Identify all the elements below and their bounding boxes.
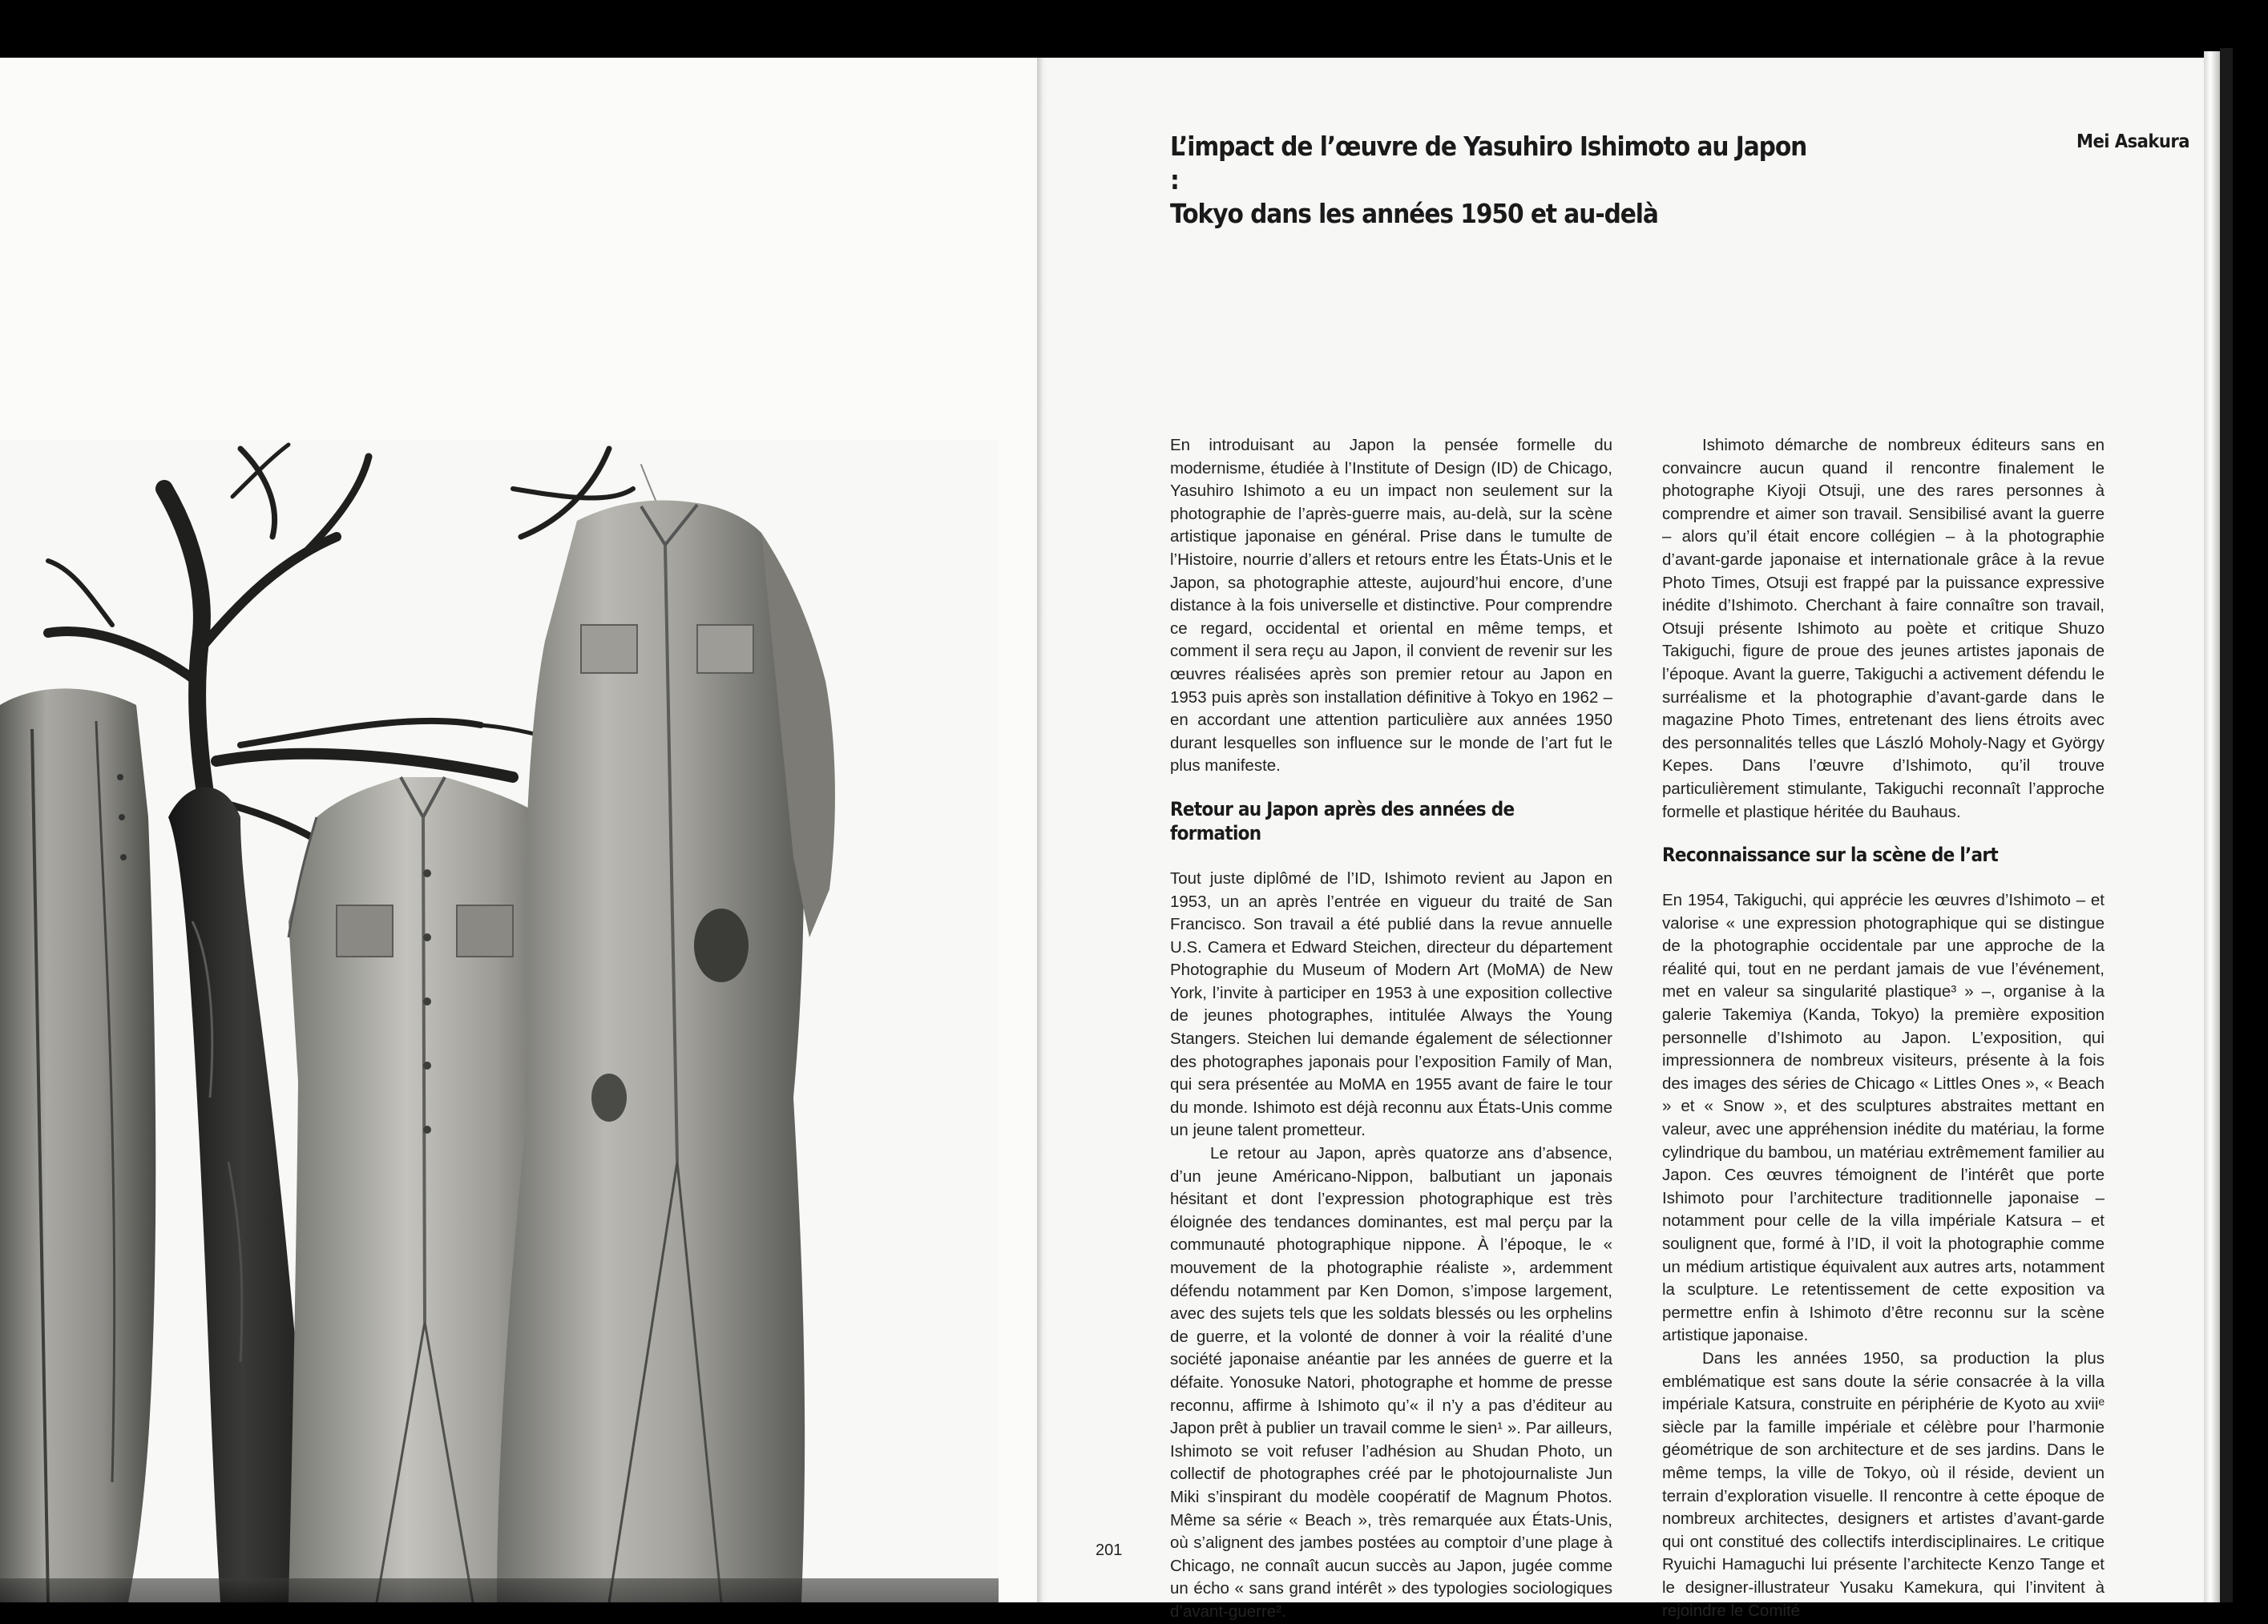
left-page	[0, 58, 1037, 1602]
article-title	[1170, 130, 1819, 231]
section-heading-return-japan: Retour au Japon après des années de formation	[1170, 797, 1515, 844]
photograph-work-clothes-on-tree	[0, 441, 999, 1602]
paragraph-recognition-1: En 1954, Takiguchi, qui apprécie les œuvres d’Ishimoto – et valorise « une expression photographique qui se distingue de la photographie occidentale par une approche de la réalité qui, tout en ne perdant jamais de vue l’événement, met en valeur sa singularité plastique³ » –, organise à la galerie Takemiya (Kanda, Tokyo) la première exposition personnelle d’Ishimoto au Japon. L’exposition, qui impressionnera de nombreux visiteurs, présente à la fois des images des séries de Chicago « Littles Ones », « Beach » et « Snow », et des sculptures abstraites mettant en valeur, avec une appréhension inédite du matériau, la forme cylindrique du bambou, un matériau extrêmement familier au Japon. Ces œuvres témoignent de l’intérêt que porte Ishimoto pour l’architecture traditionnelle japonaise – notamment pour celle de la villa impériale Katsura – et soulignent que, formé à l’ID, il voit la photographie comme un médium artistique équivalent aux autres arts, notamment la sculpture. Le retentissement de cette exposition va permettre enfin à Ishimoto d’être reconnu sur la scène artistique japonaise.	[1662, 891, 2105, 1345]
section-heading-recognition: Reconnaissance sur la scène de l’art	[1662, 844, 1998, 867]
paragraph-return-1: Tout juste diplômé de l’ID, Ishimoto revient au Japon en 1953, un an après l’entrée en vigueur du traité de San Francisco. Son travail a été publié dans la revue annuelle U.S. Camera et Edward Steichen, directeur du département Photographie du Museum of Modern Art (MoMA) de New York, l’invite à participer en 1953 à une exposition collective de jeunes photographes, intitulée Always the Young Stangers. Steichen lui demande également de sélectionner des photographes japonais pour l’exposition Family of Man, qui sera présentée au MoMA en 1955 avant de faire le tour du monde. Ishimoto est déjà reconnu aux États-Unis comme un jeune talent prometteur.	[1170, 868, 1612, 1140]
page-number: 201	[1096, 1541, 1123, 1559]
paragraph-otsuji: Ishimoto démarche de nombreux éditeurs sans en convaincre aucun quand il rencontre finalement le photographe Kiyoji Otsuji, une des rares personnes à comprendre et aimer son travail. Sensibilisé avant la guerre – alors qu’il était encore collégien – à la photographie d’avant-garde japonaise et internationale grâce à la revue Photo Times, Otsuji est frappé par la puissance expressive inédite d’Ishimoto. Cherchant à faire connaître son travail, Otsuji présente Ishimoto au poète et critique Shuzo Takiguchi, figure de proue des jeunes artistes japonais de l’époque. Avant la guerre, Takiguchi a activement défendu le surréalisme et la photographie d’avant-garde dans le magazine Photo Times, entretenant des liens étroits avec des personnalités telles que László Moholy-Nagy et György Kepes. Dans l’œuvre d’Ishimoto, qu’il trouve particulièrement stimulante, Takiguchi reconnaît l’approche formelle et plastique héritée du Bauhaus.	[1662, 436, 2105, 821]
book-gutter	[1037, 58, 1047, 1602]
article-title-line-2: Tokyo dans les années 1950 et au-delà	[1170, 198, 1658, 229]
right-page	[1047, 58, 2204, 1621]
text-column-left	[1170, 434, 1612, 1624]
article-title-line-1: L’impact de l’œuvre de Yasuhiro Ishimoto au Japon :	[1170, 131, 1807, 195]
paragraph-recognition-2: Dans les années 1950, sa production la plus emblématique est sans doute la série consacrée à la villa impériale Katsura, construite en périphérie de Kyoto au xviiᵉ siècle par la famille impériale et célèbre pour l’harmonie géométrique de son architecture et de ses jardins. Dans le même temps, la ville de Tokyo, où il réside, devient un terrain d’exploration visuelle. Il rencontre à cette époque de nombreux architectes, designers et artistes d’avant-garde qui ont constitué des collectifs interdisciplinaires. Le critique Ryuichi Hamaguchi lui présente l’architecte Kenzo Tange et le designer-illustrateur Yusaku Kamekura, qui l’invitent à rejoindre le Comité	[1662, 1348, 2105, 1620]
book-cover-edge	[2220, 48, 2233, 1602]
page-stack-edge	[2204, 51, 2220, 1602]
text-column-right	[1662, 434, 2105, 1622]
paragraph-return-2: Le retour au Japon, après quatorze ans d’absence, d’un jeune Américano-Nippon, balbutiant un japonais hésitant et dont l’expression photographique est très éloignée des tendances dominantes, est mal perçu par la communauté photographique nippone. À l’époque, le « mouvement de la photographie réaliste », ardemment défendu notamment par Ken Domon, s’impose largement, avec des sujets tels que les soldats blessés ou les orphelins de guerre, et la volonté de donner à voir la réalité d’une société japonaise anéantie par les années de guerre et la défaite. Yonosuke Natori, photographe et homme de presse reconnu, affirme à Ishimoto qu’« il n’y a pas d’éditeur au Japon prêt à publier un travail comme le sien¹ ». Par ailleurs, Ishimoto se voit refuser l’adhésion au Shudan Photo, un collectif de photographes créé par le photojournaliste Jun Miki s’inspirant du modèle coopératif de Magnum Photos. Même sa série « Beach », très remarquée aux États-Unis, où s’alignent des jambes postées au comptoir d’une plage à Chicago, ne connaît aucun succès au Japon, jugée comme un écho « sans grand intérêt » des typologies sociologiques d’avant-guerre².	[1170, 1144, 1612, 1621]
paragraph-intro: En introduisant au Japon la pensée formelle du modernisme, étudiée à l’Institute of Design (ID) de Chicago, Yasuhiro Ishimoto a eu un impact non seulement sur la photographie de l’après-guerre mais, au-delà, sur la scène artistique japonaise en général. Prise dans le tumulte de l’Histoire, nourrie d’allers et retours entre les États-Unis et le Japon, sa photographie atteste, aujourd’hui encore, d’une distance à la fois universelle et distinctive. Pour comprendre ce regard, occidental et oriental en même temps, et comment il sera reçu au Japon, il convient de revenir sur les œuvres réalisées après son premier retour au Japon en 1953 puis après son installation définitive à Tokyo en 1962 – en accordant une attention particulière aux années 1950 durant lesquelles son influence sur le monde de l’art fut le plus manifeste.	[1170, 436, 1612, 776]
author-name: Mei Asakura	[2076, 131, 2189, 152]
